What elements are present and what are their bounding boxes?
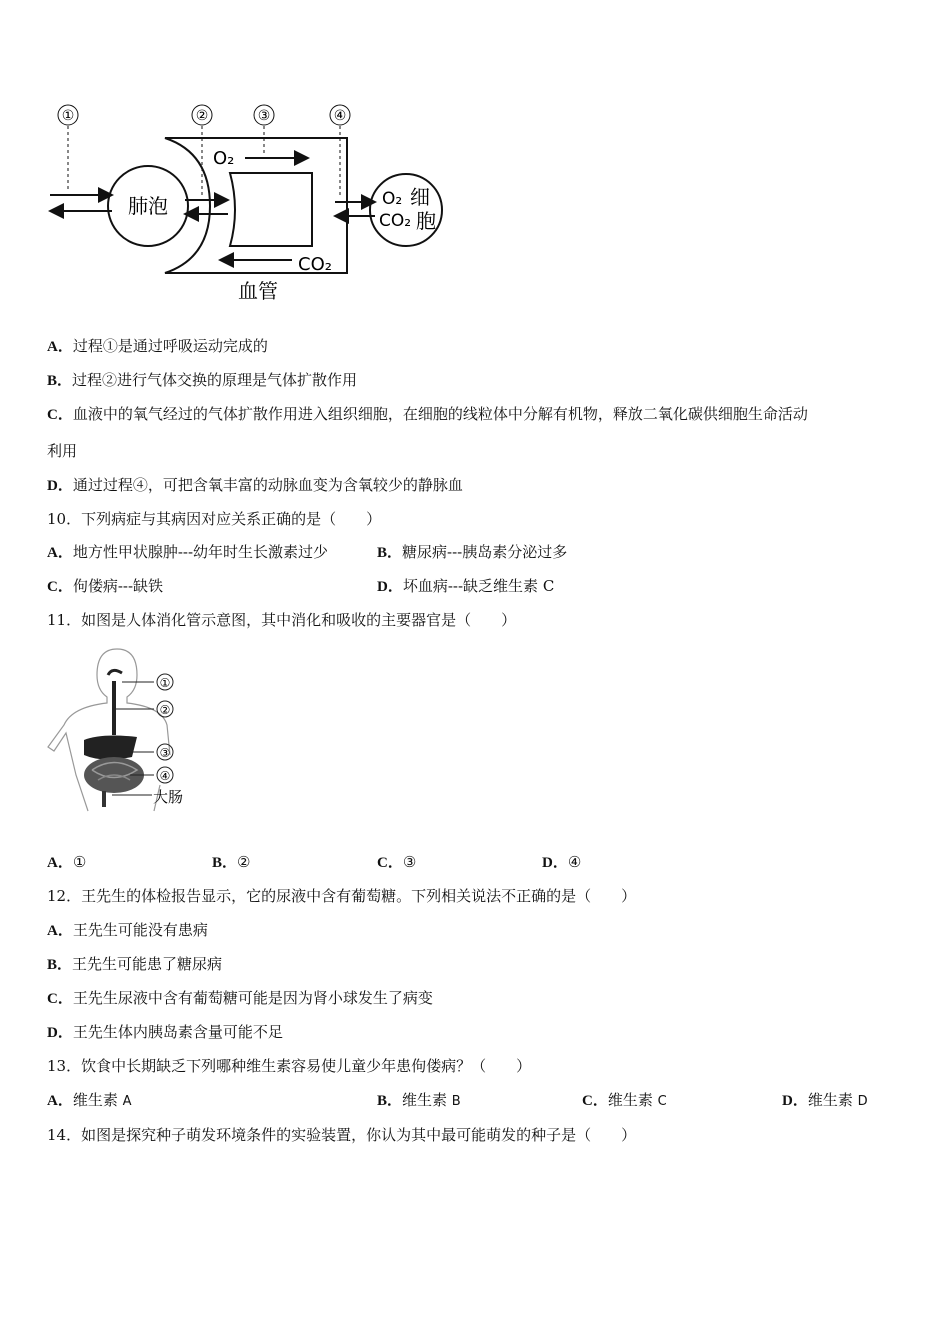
q12-option-d[interactable]: D．王先生体内胰岛素含量可能不足 [47, 1023, 283, 1041]
vessel-label: 血管 [238, 279, 278, 303]
label-3 [254, 105, 274, 125]
q10-option-a[interactable]: A．地方性甲状腺肿---幼年时生长激素过少 [47, 543, 329, 561]
q11-stem: 11．如图是人体消化管示意图，其中消化和吸收的主要器官是（ ） [47, 611, 517, 629]
large-intestine-label: 大肠 [153, 788, 184, 806]
q11-option-c[interactable]: C．③ [377, 853, 417, 871]
svg-text:胞: 胞 [416, 209, 436, 233]
q9-option-c-continuation: 利用 [47, 442, 78, 460]
svg-text:③: ③ [159, 746, 171, 760]
digestive-label-4 [157, 767, 173, 783]
q13-option-a[interactable]: A．维生素 A [47, 1091, 132, 1109]
digestive-label-2 [157, 701, 173, 717]
label-2 [192, 105, 212, 125]
q12-option-b[interactable]: B．王先生可能患了糖尿病 [47, 955, 223, 973]
q9-option-c[interactable]: C．血液中的氧气经过的气体扩散作用进入组织细胞，在细胞的线粒体中分解有机物，释放二氧化碳供细胞生命活动 [47, 405, 808, 423]
q13-option-b[interactable]: B．维生素 B [377, 1091, 461, 1109]
svg-text:①: ① [159, 676, 171, 690]
svg-text:细: 细 [410, 185, 430, 209]
q10-option-c[interactable]: C．佝偻病---缺铁 [47, 577, 164, 595]
q11-option-d[interactable]: D．④ [542, 853, 582, 871]
q14-stem: 14．如图是探究种子萌发环境条件的实验装置，你认为其中最可能萌发的种子是（ ） [47, 1126, 637, 1144]
svg-text:CO₂: CO₂ [298, 254, 332, 275]
svg-text:②: ② [159, 703, 171, 717]
alveolus [108, 166, 188, 246]
svg-text:O₂: O₂ [213, 148, 235, 169]
q12-option-c[interactable]: C．王先生尿液中含有葡萄糖可能是因为肾小球发生了病变 [47, 989, 433, 1007]
svg-text:肺泡: 肺泡 [128, 194, 168, 218]
q9-option-a[interactable]: A．过程①是通过呼吸运动完成的 [47, 337, 268, 355]
q11-option-a[interactable]: A．① [47, 853, 87, 871]
q12-option-a[interactable]: A．王先生可能没有患病 [47, 921, 208, 939]
q10-stem: 10．下列病症与其病因对应关系正确的是（ ） [47, 510, 382, 528]
svg-text:O₂: O₂ [382, 189, 403, 209]
label-1 [58, 105, 78, 125]
q13-option-c[interactable]: C．维生素 C [582, 1091, 667, 1109]
svg-text:④: ④ [159, 769, 171, 783]
q11-option-b[interactable]: B．② [212, 853, 251, 871]
svg-text:③: ③ [257, 108, 271, 124]
gas-exchange-diagram [40, 98, 450, 308]
digestive-label-3 [157, 744, 173, 760]
q13-stem: 13．饮食中长期缺乏下列哪种维生素容易使儿童少年患佝偻病？（ ） [47, 1057, 532, 1075]
q9-option-b[interactable]: B．过程②进行气体交换的原理是气体扩散作用 [47, 371, 358, 389]
q13-option-d[interactable]: D．维生素 D [782, 1091, 868, 1109]
label-4 [330, 105, 350, 125]
q10-option-d[interactable]: D．坏血病---缺乏维生素 C [377, 577, 555, 595]
svg-text:②: ② [195, 108, 209, 124]
q12-stem: 12．王先生的体检报告显示，它的尿液中含有葡萄糖。下列相关说法不正确的是（ ） [47, 887, 637, 905]
digestive-label-1 [157, 674, 173, 690]
digestive-tract-diagram [42, 645, 202, 815]
svg-text:CO₂: CO₂ [379, 211, 412, 231]
tissue-cell [370, 174, 442, 246]
q10-option-b[interactable]: B．糖尿病---胰岛素分泌过多 [377, 543, 568, 561]
q9-option-d[interactable]: D．通过过程④，可把含氧丰富的动脉血变为含氧较少的静脉血 [47, 476, 463, 494]
svg-text:④: ④ [333, 108, 347, 124]
svg-text:①: ① [61, 108, 75, 124]
